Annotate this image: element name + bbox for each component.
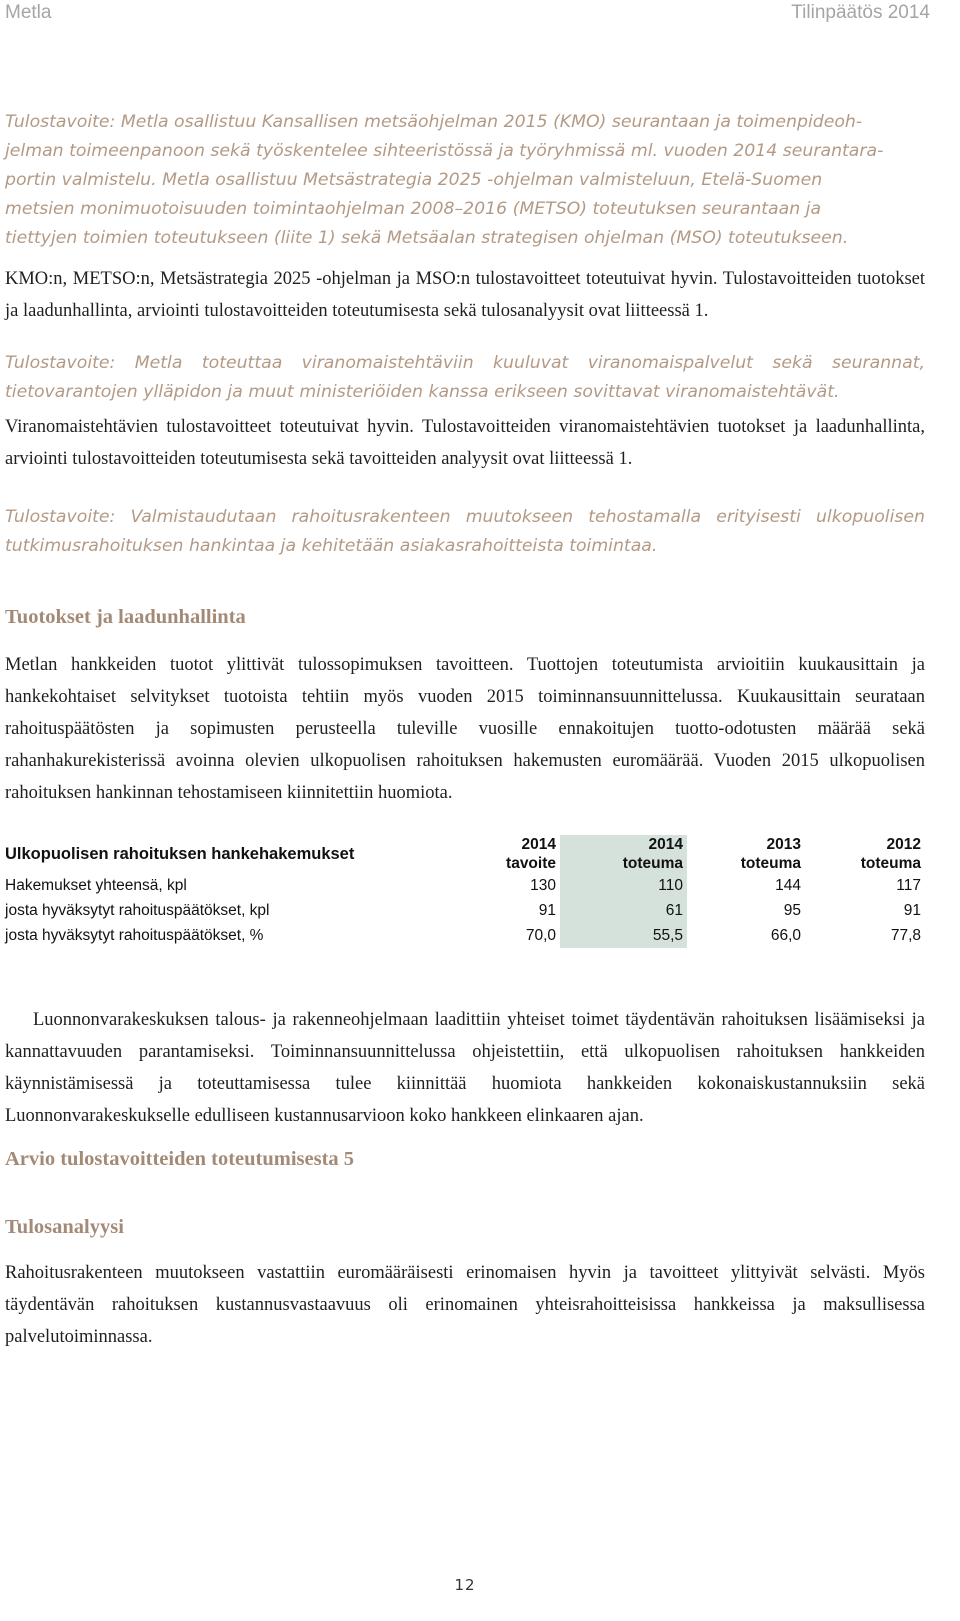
header-report-title: Tilinpäätös 2014	[791, 2, 930, 23]
table-cell: 117	[896, 876, 921, 894]
column-year: 2012	[886, 836, 921, 853]
table-cell: 66,0	[770, 926, 801, 944]
goal-1-text	[5, 108, 925, 253]
table-cell: 95	[783, 901, 801, 919]
column-header	[560, 835, 687, 873]
column-label: toteuma	[622, 855, 683, 872]
column-year: 2014	[521, 836, 556, 853]
paragraph-authority-results: Viranomaistehtävien tulostavoitteet toteutuivat hyvin. Tulostavoitteiden viranomaistehtävien tuotokset ja laadunhallinta, arviointi tulostavoitteiden toteutumisesta sekä tavoitteiden analyysit ovat liitteessä 1.	[5, 417, 925, 469]
table-cell: 77,8	[890, 926, 921, 944]
table-cell: 110	[560, 873, 687, 898]
goal-1-line: portin valmistelu. Metla osallistuu Metsästrategia 2025 -ohjelman valmisteluun, Etelä-Suomen	[5, 170, 823, 190]
table-row	[5, 873, 925, 898]
goal-2-text: Tulostavoite: Metla toteuttaa viranomaistehtäviin kuuluvat viranomaispalvelut sekä seurannat, tietovarantojen ylläpidon ja muut ministeriöiden kanssa erikseen sovittavat viranomaistehtävät.	[5, 353, 925, 402]
goal-1-line: metsien monimuotoisuuden toimintaohjelman 2008–2016 (METSO) toteutuksen seurantaan ja	[5, 199, 822, 219]
table-cell: 91	[903, 901, 921, 919]
assessment-heading: Arvio tulostavoitteiden toteutumisesta 5	[5, 1148, 355, 1170]
paragraph-luke-program: Luonnonvarakeskuksen talous- ja rakenneohjelmaan laadittiin yhteiset toimet täydentävän rahoituksen lisäämiseksi ja kannattavuuden parantamiseksi. Toiminnansuunnittelussa ohjeistettiin, että ulkopuolisen rahoituksen hankkeiden käynnistämisessä ja toteuttamisessa tulee kiinnittää huomiota hankkeiden kokonaiskustannuksiin sekä Luonnonvarakeskukselle edulliseen kustannusarvioon koko hankkeen elinkaaren ajan.	[5, 1010, 925, 1126]
column-year: 2014	[648, 836, 683, 853]
goal-1-line: Tulostavoite: Metla osallistuu Kansallisen metsäohjelman 2015 (KMO) seurantaan ja toimenpideoh-	[5, 112, 863, 132]
column-label: toteuma	[740, 855, 801, 872]
page-header	[5, 2, 930, 28]
table-cell: 144	[775, 876, 801, 894]
row-label: josta hyväksytyt rahoituspäätökset, kpl	[5, 901, 270, 919]
paragraph-project-revenues: Metlan hankkeiden tuotot ylittivät tulossopimuksen tavoitteen. Tuottojen toteutumista arvioitiin kuukausittain ja hankekohtaiset selvitykset tuotoista tehtiin myös vuoden 2015 toiminnansuunnittelussa. Kuukausittain seurataan rahoituspäätösten ja sopimusten perusteella tuleville vuosille ennakoitujen tuotto-odotusten määrää sekä rahanhakurekisterissä avoinna olevien ulkopuolisen rahoituksen hakemusten euromäärää. Vuoden 2015 ulkopuolisen rahoituksen hankinnan tehostamiseen kiinnitettiin huomiota.	[5, 655, 925, 803]
paragraph-kmo-results: KMO:n, METSO:n, Metsästrategia 2025 -ohjelman ja MSO:n tulostavoitteet toteutuivat hyvin. Tulostavoitteiden tuotokset ja laadunhallinta, arviointi tulostavoitteiden toteutumisesta sekä tulosanalyysit ovat liitteessä 1.	[5, 269, 925, 321]
paragraph-analysis: Rahoitusrakenteen muutokseen vastattiin euromääräisesti erinomaisen hyvin ja tavoitteet ylittyivät selvästi. Myös täydentävän rahoituksen kustannusvastaavuus oli erinomainen yhteisrahoitteisissa hankkeissa ja maksullisessa palvelutoiminnassa.	[5, 1263, 925, 1347]
column-year: 2013	[766, 836, 801, 853]
table-row	[5, 898, 925, 923]
table-cell: 61	[560, 898, 687, 923]
table-cell: 55,5	[560, 923, 687, 948]
header-org-name: Metla	[5, 2, 52, 23]
table-cell: 130	[530, 876, 556, 894]
section-heading-outputs: Tuotokset ja laadunhallinta	[5, 606, 246, 628]
goal-3-text: Tulostavoite: Valmistaudutaan rahoitusrakenteen muutokseen tehostamalla erityisesti ulkopuolisen tutkimusrahoituksen hankintaa ja kehitetään asiakasrahoitteista toimintaa.	[5, 507, 925, 556]
table-header-row	[5, 835, 925, 873]
table-row	[5, 923, 925, 948]
page-number: 12	[454, 1576, 476, 1594]
page-content	[5, 108, 925, 1353]
table-cell: 91	[538, 901, 556, 919]
column-label: tavoite	[506, 855, 556, 872]
column-header	[805, 835, 925, 873]
table-cell: 70,0	[525, 926, 556, 944]
column-label: toteuma	[860, 855, 921, 872]
row-label: josta hyväksytyt rahoituspäätökset, %	[5, 926, 264, 944]
column-header	[687, 835, 805, 873]
goal-1-line: tiettyjen toimien toteutukseen (liite 1) sekä Metsäalan strategisen ohjelman (MSO) toteutukseen.	[5, 228, 849, 248]
funding-applications-table	[5, 835, 925, 948]
section-heading-analysis: Tulosanalyysi	[5, 1216, 124, 1238]
table-title: Ulkopuolisen rahoituksen hankehakemukset	[5, 844, 355, 863]
goal-1-line: jelman toimeenpanoon sekä työskentelee sihteeristössä ja työryhmissä ml. vuoden 2014 seurantara-	[5, 141, 884, 161]
row-label: Hakemukset yhteensä, kpl	[5, 876, 187, 894]
column-header	[433, 835, 560, 873]
